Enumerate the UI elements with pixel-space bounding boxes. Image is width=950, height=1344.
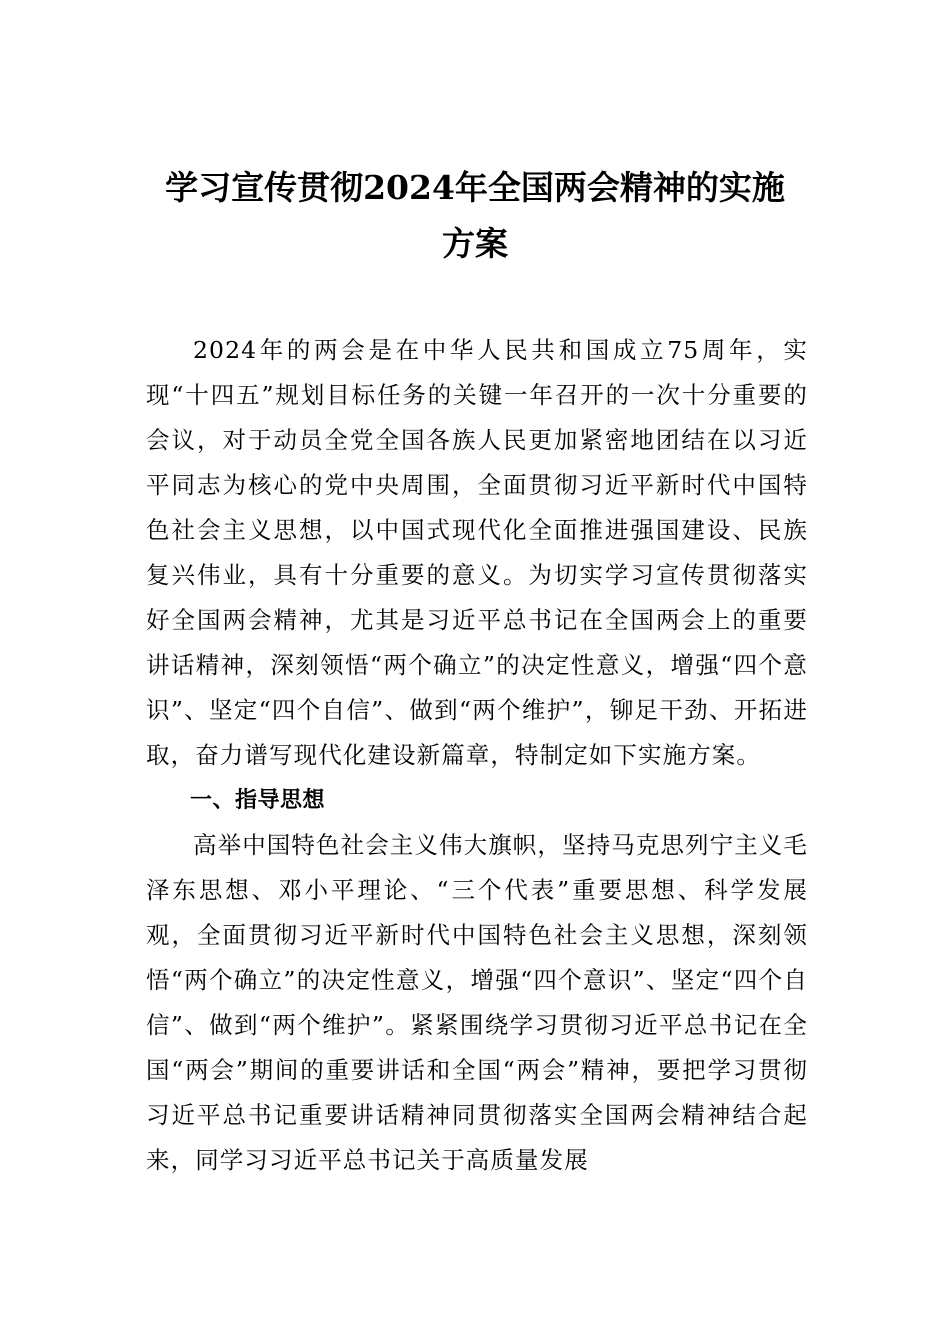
title-line-2: 方案 [442,224,508,263]
document-title [140,160,810,272]
section-paragraph-guiding-ideology: 高举中国特色社会主义伟大旗帜，坚持马克思列宁主义毛泽东思想、邓小平理论、“三个代表”重要思想、科学发展观，全面贯彻习近平新时代中国特色社会主义思想，深刻领悟“两个确立”的决定性意义，增强“四个意识”、坚定“四个自信”、做到“两个维护”。紧紧围绕学习贯彻习近平总书记在全国“两会”期间的重要讲话和全国“两会”精神，要把学习贯彻习近平总书记重要讲话精神同贯彻落实全国两会精神结合起来，同学习习近平总书记关于高质量发展 [146,831,808,1174]
intro-paragraph: 2024年的两会是在中华人民共和国成立75周年，实现“十四五”规划目标任务的关键一年召开的一次十分重要的会议，对于动员全党全国各族人民更加紧密地团结在以习近平同志为核心的党中央周围，全面贯彻习近平新时代中国特色社会主义思想，以中国式现代化全面推进强国建设、民族复兴伟业，具有十分重要的意义。为切实学习宣传贯彻落实好全国两会精神，尤其是习近平总书记在全国两会上的重要讲话精神，深刻领悟“两个确立”的决定性意义，增强“四个意识”、坚定“四个自信”、做到“两个维护”，铆足干劲、开拓进取，奋力谱写现代化建设新篇章，特制定如下实施方案。 [146,336,808,769]
document-body [146,328,808,1183]
section-heading-guiding-ideology: 一、指导思想 [190,788,326,813]
title-line-1: 学习宣传贯彻2024年全国两会精神的实施 [165,168,785,207]
